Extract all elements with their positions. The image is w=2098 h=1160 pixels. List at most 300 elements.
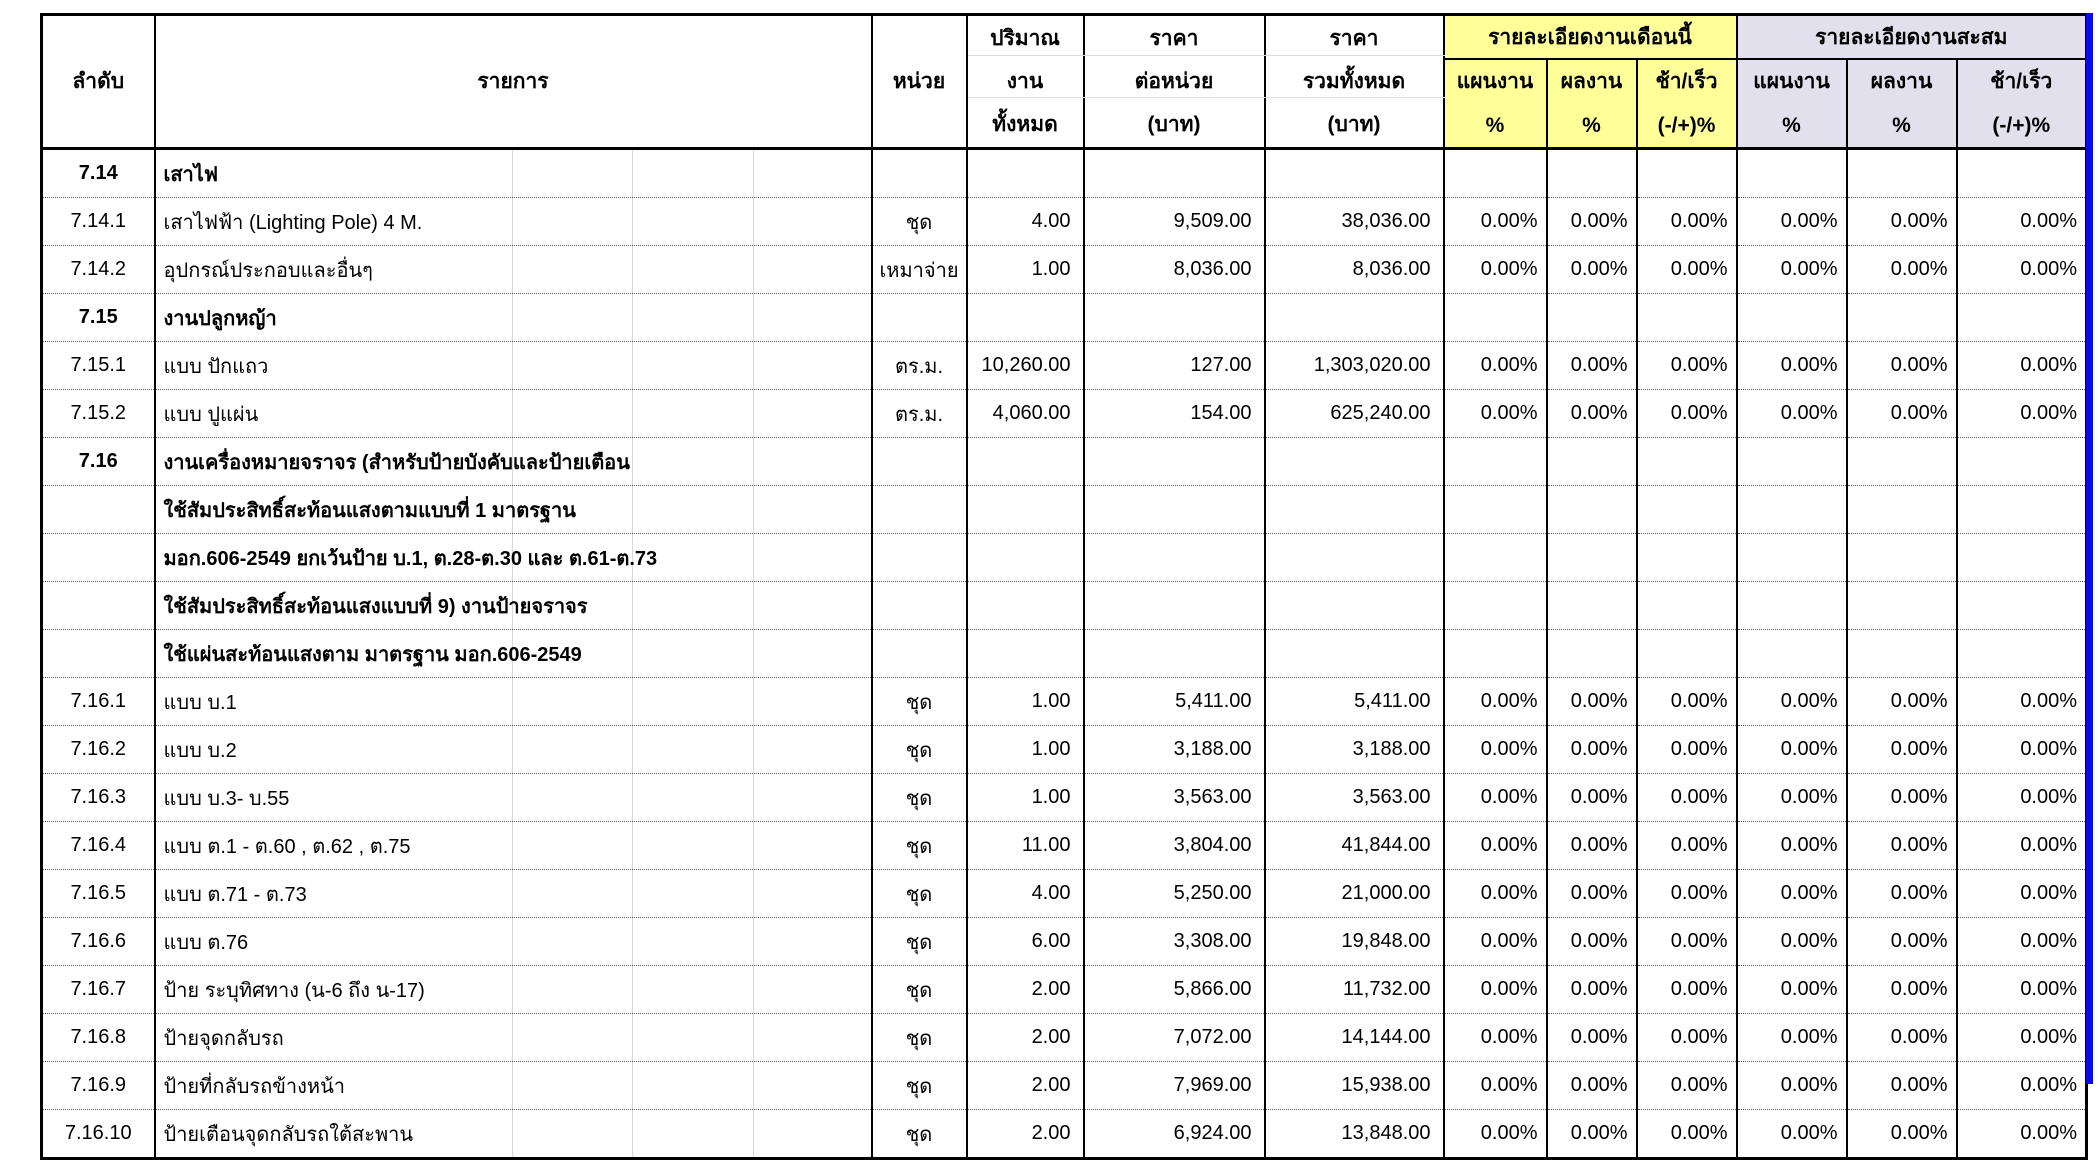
cell-no[interactable]: 7.16.9 bbox=[42, 1062, 155, 1110]
header-line: แผนงาน bbox=[1753, 70, 1830, 93]
cell-cum-diff[interactable] bbox=[1957, 149, 2087, 198]
cell-description[interactable]: ใช้สัมประสิทธิ์สะท้อนแสงแบบที่ 9) งานป้ายจราจร bbox=[155, 582, 872, 630]
cell-unit-price[interactable]: 8,036.00 bbox=[1084, 246, 1265, 294]
cell-description[interactable]: แบบ ปักแถว bbox=[155, 342, 872, 390]
cell-total-price[interactable]: 11,732.00 bbox=[1265, 966, 1444, 1014]
cell-month-diff[interactable] bbox=[1637, 582, 1737, 630]
cell-month-actual[interactable]: 0.00% bbox=[1547, 342, 1637, 390]
table-row bbox=[42, 534, 2087, 582]
cell-total-price[interactable] bbox=[1265, 438, 1444, 486]
cell-no[interactable]: 7.14.2 bbox=[42, 246, 155, 294]
cell-no[interactable]: 7.16 bbox=[42, 438, 155, 486]
table-row bbox=[42, 1014, 2087, 1062]
cell-cum-plan[interactable]: 0.00% bbox=[1737, 1062, 1847, 1110]
cell-month-plan[interactable] bbox=[1444, 149, 1547, 198]
table-row bbox=[42, 438, 2087, 486]
header-line: ต่อหน่วย bbox=[1134, 70, 1214, 93]
cell-no[interactable]: 7.16.1 bbox=[42, 678, 155, 726]
cell-description[interactable]: งานปลูกหญ้า bbox=[155, 294, 872, 342]
cell-unit-price[interactable]: 3,563.00 bbox=[1084, 774, 1265, 822]
cell-total-price[interactable]: 3,563.00 bbox=[1265, 774, 1444, 822]
cell-month-plan[interactable]: 0.00% bbox=[1444, 390, 1547, 438]
cell-month-diff[interactable]: 0.00% bbox=[1637, 1110, 1737, 1159]
cell-no[interactable]: 7.16.6 bbox=[42, 918, 155, 966]
cell-cum-diff[interactable]: 0.00% bbox=[1957, 678, 2087, 726]
cell-month-plan[interactable]: 0.00% bbox=[1444, 246, 1547, 294]
cell-description[interactable]: แบบ ต.1 - ต.60 , ต.62 , ต.75 bbox=[155, 822, 872, 870]
cell-quantity[interactable] bbox=[967, 438, 1084, 486]
cell-cum-actual[interactable]: 0.00% bbox=[1847, 678, 1957, 726]
cell-description[interactable]: ใช้สัมประสิทธิ์สะท้อนแสงตามแบบที่ 1 มาตรฐาน bbox=[155, 486, 872, 534]
cell-no[interactable]: 7.14.1 bbox=[42, 198, 155, 246]
cell-cum-actual[interactable] bbox=[1847, 149, 1957, 198]
cell-unit[interactable]: ตร.ม. bbox=[872, 342, 967, 390]
cell-month-plan[interactable]: 0.00% bbox=[1444, 918, 1547, 966]
cell-description[interactable]: ป้ายที่กลับรถข้างหน้า bbox=[155, 1062, 872, 1110]
header-line: % bbox=[1485, 113, 1505, 137]
cell-unit[interactable]: ชุด bbox=[872, 966, 967, 1014]
cell-unit[interactable]: ชุด bbox=[872, 1062, 967, 1110]
cell-quantity[interactable]: 2.00 bbox=[967, 1110, 1084, 1159]
cell-cum-plan[interactable]: 0.00% bbox=[1737, 870, 1847, 918]
cell-cum-plan[interactable]: 0.00% bbox=[1737, 342, 1847, 390]
cell-month-plan[interactable]: 0.00% bbox=[1444, 870, 1547, 918]
cell-unit-price[interactable]: 5,411.00 bbox=[1084, 678, 1265, 726]
cell-quantity[interactable]: 11.00 bbox=[967, 822, 1084, 870]
cell-quantity[interactable] bbox=[967, 582, 1084, 630]
cell-cum-plan[interactable]: 0.00% bbox=[1737, 198, 1847, 246]
cell-unit[interactable]: ชุด bbox=[872, 822, 967, 870]
cell-cum-plan[interactable] bbox=[1737, 630, 1847, 678]
cell-cum-actual[interactable]: 0.00% bbox=[1847, 342, 1957, 390]
cell-month-diff[interactable]: 0.00% bbox=[1637, 774, 1737, 822]
cell-month-actual[interactable]: 0.00% bbox=[1547, 1062, 1637, 1110]
cell-quantity[interactable] bbox=[967, 149, 1084, 198]
cell-cum-plan[interactable]: 0.00% bbox=[1737, 822, 1847, 870]
header-month-diff bbox=[1637, 59, 1737, 149]
cell-total-price[interactable]: 13,848.00 bbox=[1265, 1110, 1444, 1159]
cell-cum-diff[interactable]: 0.00% bbox=[1957, 918, 2087, 966]
cell-quantity[interactable]: 2.00 bbox=[967, 1062, 1084, 1110]
cell-month-actual[interactable] bbox=[1547, 534, 1637, 582]
cell-no[interactable]: 7.16.2 bbox=[42, 726, 155, 774]
cell-month-actual[interactable] bbox=[1547, 149, 1637, 198]
cell-cum-actual[interactable]: 0.00% bbox=[1847, 822, 1957, 870]
cell-month-plan[interactable] bbox=[1444, 486, 1547, 534]
cell-total-price[interactable]: 19,848.00 bbox=[1265, 918, 1444, 966]
cell-quantity[interactable]: 1.00 bbox=[967, 774, 1084, 822]
header-line: % bbox=[1782, 113, 1801, 137]
cell-unit[interactable] bbox=[872, 534, 967, 582]
cell-cum-diff[interactable]: 0.00% bbox=[1957, 198, 2087, 246]
header-line: % bbox=[1582, 113, 1601, 137]
cell-cum-diff[interactable]: 0.00% bbox=[1957, 726, 2087, 774]
cell-month-actual[interactable]: 0.00% bbox=[1547, 870, 1637, 918]
cell-quantity[interactable]: 2.00 bbox=[967, 1014, 1084, 1062]
cell-unit-price[interactable] bbox=[1084, 582, 1265, 630]
cell-total-price[interactable]: 14,144.00 bbox=[1265, 1014, 1444, 1062]
cell-quantity[interactable] bbox=[967, 294, 1084, 342]
cell-unit[interactable]: เหมาจ่าย bbox=[872, 246, 967, 294]
cell-unit-price[interactable] bbox=[1084, 486, 1265, 534]
cell-cum-actual[interactable] bbox=[1847, 486, 1957, 534]
header-month-plan bbox=[1444, 59, 1547, 149]
cell-month-diff[interactable]: 0.00% bbox=[1637, 1062, 1737, 1110]
cell-unit-price[interactable] bbox=[1084, 630, 1265, 678]
cell-unit[interactable] bbox=[872, 486, 967, 534]
cell-cum-plan[interactable] bbox=[1737, 486, 1847, 534]
cell-cum-diff[interactable] bbox=[1957, 582, 2087, 630]
cell-description[interactable]: แบบ บ.2 bbox=[155, 726, 872, 774]
cell-month-diff[interactable]: 0.00% bbox=[1637, 198, 1737, 246]
cell-month-diff[interactable]: 0.00% bbox=[1637, 726, 1737, 774]
cell-cum-actual[interactable] bbox=[1847, 582, 1957, 630]
table-row bbox=[42, 149, 2087, 198]
table-row bbox=[42, 1110, 2087, 1159]
cell-no[interactable]: 7.16.7 bbox=[42, 966, 155, 1014]
cell-unit-price[interactable]: 5,250.00 bbox=[1084, 870, 1265, 918]
cell-month-diff[interactable] bbox=[1637, 149, 1737, 198]
table-row bbox=[42, 726, 2087, 774]
cell-cum-plan[interactable] bbox=[1737, 149, 1847, 198]
cell-month-diff[interactable]: 0.00% bbox=[1637, 870, 1737, 918]
cell-month-plan[interactable] bbox=[1444, 534, 1547, 582]
cell-cum-plan[interactable] bbox=[1737, 534, 1847, 582]
cell-month-diff[interactable]: 0.00% bbox=[1637, 966, 1737, 1014]
cell-month-plan[interactable]: 0.00% bbox=[1444, 342, 1547, 390]
boq-table bbox=[40, 13, 2088, 1160]
cell-total-price[interactable]: 41,844.00 bbox=[1265, 822, 1444, 870]
table-row bbox=[42, 1062, 2087, 1110]
table-header bbox=[42, 15, 2087, 149]
header-line: ทั้งหมด bbox=[992, 113, 1058, 136]
cell-month-actual[interactable] bbox=[1547, 630, 1637, 678]
cell-unit[interactable] bbox=[872, 149, 967, 198]
cell-cum-diff[interactable] bbox=[1957, 534, 2087, 582]
cell-description[interactable]: แบบ บ.3- บ.55 bbox=[155, 774, 872, 822]
cell-description[interactable]: เสาไฟฟ้า (Lighting Pole) 4 M. bbox=[155, 198, 872, 246]
cell-quantity[interactable]: 4,060.00 bbox=[967, 390, 1084, 438]
cell-total-price[interactable]: 5,411.00 bbox=[1265, 678, 1444, 726]
cell-quantity[interactable]: 1.00 bbox=[967, 246, 1084, 294]
cell-unit[interactable] bbox=[872, 582, 967, 630]
cell-no[interactable] bbox=[42, 630, 155, 678]
table-row bbox=[42, 390, 2087, 438]
cell-description[interactable]: มอก.606-2549 ยกเว้นป้าย บ.1, ต.28-ต.30 และ ต.61-ต.73 bbox=[155, 534, 872, 582]
cell-cum-plan[interactable] bbox=[1737, 582, 1847, 630]
cell-no[interactable] bbox=[42, 534, 155, 582]
table-row bbox=[42, 582, 2087, 630]
cell-cum-diff[interactable] bbox=[1957, 630, 2087, 678]
table-row bbox=[42, 966, 2087, 1014]
table-row bbox=[42, 294, 2087, 342]
cell-month-plan[interactable]: 0.00% bbox=[1444, 726, 1547, 774]
cell-month-diff[interactable]: 0.00% bbox=[1637, 342, 1737, 390]
cell-quantity[interactable]: 10,260.00 bbox=[967, 342, 1084, 390]
cell-cum-actual[interactable] bbox=[1847, 438, 1957, 486]
header-line: (บาท) bbox=[1327, 113, 1381, 136]
cell-cum-diff[interactable]: 0.00% bbox=[1957, 390, 2087, 438]
cell-month-actual[interactable]: 0.00% bbox=[1547, 966, 1637, 1014]
cell-month-plan[interactable]: 0.00% bbox=[1444, 198, 1547, 246]
cell-cum-actual[interactable]: 0.00% bbox=[1847, 774, 1957, 822]
cell-month-actual[interactable]: 0.00% bbox=[1547, 678, 1637, 726]
cell-month-actual[interactable]: 0.00% bbox=[1547, 726, 1637, 774]
cell-month-diff[interactable]: 0.00% bbox=[1637, 1014, 1737, 1062]
cell-unit-price[interactable] bbox=[1084, 438, 1265, 486]
cell-cum-plan[interactable]: 0.00% bbox=[1737, 918, 1847, 966]
cell-no[interactable] bbox=[42, 582, 155, 630]
cell-month-actual[interactable]: 0.00% bbox=[1547, 1110, 1637, 1159]
cell-month-actual[interactable] bbox=[1547, 582, 1637, 630]
header-line: ผลงาน bbox=[1560, 70, 1623, 93]
cell-cum-diff[interactable] bbox=[1957, 438, 2087, 486]
cell-month-plan[interactable] bbox=[1444, 582, 1547, 630]
cell-month-diff[interactable]: 0.00% bbox=[1637, 678, 1737, 726]
cell-month-diff[interactable] bbox=[1637, 294, 1737, 342]
cell-unit-price[interactable]: 6,924.00 bbox=[1084, 1110, 1265, 1159]
cell-cum-actual[interactable]: 0.00% bbox=[1847, 390, 1957, 438]
cell-total-price[interactable] bbox=[1265, 534, 1444, 582]
cell-no[interactable] bbox=[42, 486, 155, 534]
cell-total-price[interactable] bbox=[1265, 486, 1444, 534]
cell-quantity[interactable]: 6.00 bbox=[967, 918, 1084, 966]
header-gridline bbox=[968, 55, 1445, 56]
cell-month-actual[interactable]: 0.00% bbox=[1547, 390, 1637, 438]
cell-no[interactable]: 7.16.8 bbox=[42, 1014, 155, 1062]
cell-no[interactable]: 7.16.5 bbox=[42, 870, 155, 918]
cell-month-plan[interactable]: 0.00% bbox=[1444, 966, 1547, 1014]
cell-total-price[interactable]: 15,938.00 bbox=[1265, 1062, 1444, 1110]
header-line: ช้า/เร็ว bbox=[1655, 70, 1718, 93]
cell-cum-plan[interactable]: 0.00% bbox=[1737, 246, 1847, 294]
table-row bbox=[42, 822, 2087, 870]
cell-cum-plan[interactable]: 0.00% bbox=[1737, 678, 1847, 726]
cell-month-diff[interactable] bbox=[1637, 486, 1737, 534]
cell-unit-price[interactable]: 7,072.00 bbox=[1084, 1014, 1265, 1062]
header-quantity bbox=[967, 15, 1084, 149]
cell-unit[interactable]: ชุด bbox=[872, 678, 967, 726]
cell-month-plan[interactable]: 0.00% bbox=[1444, 774, 1547, 822]
cell-unit-price[interactable]: 3,188.00 bbox=[1084, 726, 1265, 774]
cell-quantity[interactable]: 4.00 bbox=[967, 870, 1084, 918]
cell-quantity[interactable] bbox=[967, 534, 1084, 582]
cell-unit-price[interactable] bbox=[1084, 149, 1265, 198]
cell-month-diff[interactable] bbox=[1637, 534, 1737, 582]
cell-unit-price[interactable] bbox=[1084, 294, 1265, 342]
cell-unit-price[interactable]: 9,509.00 bbox=[1084, 198, 1265, 246]
cell-cum-diff[interactable]: 0.00% bbox=[1957, 774, 2087, 822]
cell-cum-plan[interactable] bbox=[1737, 294, 1847, 342]
cell-quantity[interactable] bbox=[967, 630, 1084, 678]
header-line: รวมทั้งหมด bbox=[1302, 70, 1406, 93]
header-line: ช้า/เร็ว bbox=[1990, 70, 2053, 93]
cell-quantity[interactable]: 4.00 bbox=[967, 198, 1084, 246]
cell-month-plan[interactable]: 0.00% bbox=[1444, 678, 1547, 726]
cell-cum-diff[interactable] bbox=[1957, 294, 2087, 342]
cell-quantity[interactable]: 1.00 bbox=[967, 678, 1084, 726]
cell-total-price[interactable] bbox=[1265, 149, 1444, 198]
cell-no[interactable]: 7.16.4 bbox=[42, 822, 155, 870]
cell-description[interactable]: ป้ายจุดกลับรถ bbox=[155, 1014, 872, 1062]
header-cumulative-diff bbox=[1957, 59, 2087, 149]
header-no: ลำดับ bbox=[42, 15, 155, 149]
cell-cum-actual[interactable] bbox=[1847, 294, 1957, 342]
cell-quantity[interactable]: 2.00 bbox=[967, 966, 1084, 1014]
cell-month-actual[interactable]: 0.00% bbox=[1547, 822, 1637, 870]
cell-unit[interactable]: ชุด bbox=[872, 726, 967, 774]
cell-unit-price[interactable]: 154.00 bbox=[1084, 390, 1265, 438]
cell-unit[interactable]: ชุด bbox=[872, 1014, 967, 1062]
cell-month-plan[interactable]: 0.00% bbox=[1444, 822, 1547, 870]
cell-month-diff[interactable]: 0.00% bbox=[1637, 246, 1737, 294]
cell-description[interactable]: แบบ ต.76 bbox=[155, 918, 872, 966]
header-total-price bbox=[1265, 15, 1444, 149]
table-row bbox=[42, 246, 2087, 294]
cell-cum-diff[interactable]: 0.00% bbox=[1957, 1110, 2087, 1159]
cell-description[interactable]: ป้ายเตือนจุดกลับรถใต้สะพาน bbox=[155, 1110, 872, 1159]
cell-no[interactable]: 7.14 bbox=[42, 149, 155, 198]
cell-month-actual[interactable]: 0.00% bbox=[1547, 198, 1637, 246]
cell-no[interactable]: 7.15.1 bbox=[42, 342, 155, 390]
table-row bbox=[42, 774, 2087, 822]
table-row bbox=[42, 486, 2087, 534]
cell-cum-actual[interactable] bbox=[1847, 534, 1957, 582]
cell-unit-price[interactable]: 7,969.00 bbox=[1084, 1062, 1265, 1110]
header-line: ปริมาณ bbox=[990, 27, 1060, 50]
cell-cum-plan[interactable]: 0.00% bbox=[1737, 1110, 1847, 1159]
cell-cum-diff[interactable]: 0.00% bbox=[1957, 1062, 2087, 1110]
cell-cum-plan[interactable]: 0.00% bbox=[1737, 1014, 1847, 1062]
header-line: ราคา bbox=[1149, 27, 1199, 50]
table-row bbox=[42, 198, 2087, 246]
cell-month-diff[interactable]: 0.00% bbox=[1637, 822, 1737, 870]
cell-description[interactable]: แบบ บ.1 bbox=[155, 678, 872, 726]
cell-cum-actual[interactable]: 0.00% bbox=[1847, 918, 1957, 966]
cell-unit[interactable] bbox=[872, 438, 967, 486]
cell-cum-diff[interactable]: 0.00% bbox=[1957, 870, 2087, 918]
cell-description[interactable]: งานเครื่องหมายจราจร (สำหรับป้ายบังคับและป้ายเตือน bbox=[155, 438, 872, 486]
cell-total-price[interactable]: 8,036.00 bbox=[1265, 246, 1444, 294]
cell-month-plan[interactable]: 0.00% bbox=[1444, 1062, 1547, 1110]
cell-cum-actual[interactable]: 0.00% bbox=[1847, 870, 1957, 918]
cell-month-plan[interactable]: 0.00% bbox=[1444, 1110, 1547, 1159]
cell-cum-plan[interactable]: 0.00% bbox=[1737, 726, 1847, 774]
cell-description[interactable]: อุปกรณ์ประกอบและอื่นๆ bbox=[155, 246, 872, 294]
cell-cum-actual[interactable]: 0.00% bbox=[1847, 726, 1957, 774]
cell-cum-plan[interactable]: 0.00% bbox=[1737, 966, 1847, 1014]
table-row bbox=[42, 870, 2087, 918]
cell-cum-actual[interactable]: 0.00% bbox=[1847, 198, 1957, 246]
cell-no[interactable]: 7.15.2 bbox=[42, 390, 155, 438]
cell-month-diff[interactable]: 0.00% bbox=[1637, 918, 1737, 966]
cell-cum-diff[interactable] bbox=[1957, 486, 2087, 534]
cell-description[interactable]: เสาไฟ bbox=[155, 149, 872, 198]
cell-total-price[interactable] bbox=[1265, 582, 1444, 630]
table-body bbox=[42, 149, 2087, 1159]
cell-month-diff[interactable] bbox=[1637, 438, 1737, 486]
cell-unit[interactable]: ชุด bbox=[872, 918, 967, 966]
cell-total-price[interactable] bbox=[1265, 294, 1444, 342]
cell-no[interactable]: 7.16.10 bbox=[42, 1110, 155, 1159]
cell-month-actual[interactable] bbox=[1547, 486, 1637, 534]
cell-cum-actual[interactable]: 0.00% bbox=[1847, 246, 1957, 294]
cell-description[interactable]: ป้าย ระบุทิศทาง (น-6 ถึง น-17) bbox=[155, 966, 872, 1014]
header-cumulative-actual bbox=[1847, 59, 1957, 149]
header-month-actual bbox=[1547, 59, 1637, 149]
cell-no[interactable]: 7.15 bbox=[42, 294, 155, 342]
cell-month-actual[interactable]: 0.00% bbox=[1547, 774, 1637, 822]
cell-cum-diff[interactable]: 0.00% bbox=[1957, 246, 2087, 294]
cell-unit[interactable] bbox=[872, 630, 967, 678]
cell-month-actual[interactable] bbox=[1547, 294, 1637, 342]
cell-unit-price[interactable]: 3,804.00 bbox=[1084, 822, 1265, 870]
cell-quantity[interactable]: 1.00 bbox=[967, 726, 1084, 774]
cell-month-plan[interactable] bbox=[1444, 294, 1547, 342]
header-unit: หน่วย bbox=[872, 15, 967, 149]
cell-cum-diff[interactable]: 0.00% bbox=[1957, 342, 2087, 390]
cell-total-price[interactable]: 625,240.00 bbox=[1265, 390, 1444, 438]
cell-description[interactable]: ใช้แผ่นสะท้อนแสงตาม มาตรฐาน มอก.606-2549 bbox=[155, 630, 872, 678]
cell-month-actual[interactable] bbox=[1547, 438, 1637, 486]
cell-cum-actual[interactable] bbox=[1847, 630, 1957, 678]
cell-unit[interactable]: ชุด bbox=[872, 774, 967, 822]
cell-month-plan[interactable]: 0.00% bbox=[1444, 1014, 1547, 1062]
cell-cum-diff[interactable]: 0.00% bbox=[1957, 1014, 2087, 1062]
cell-total-price[interactable]: 21,000.00 bbox=[1265, 870, 1444, 918]
header-unit-price bbox=[1084, 15, 1265, 149]
cell-month-actual[interactable]: 0.00% bbox=[1547, 918, 1637, 966]
cell-description[interactable]: แบบ ต.71 - ต.73 bbox=[155, 870, 872, 918]
header-line: ผลงาน bbox=[1870, 70, 1933, 93]
cell-unit-price[interactable]: 5,866.00 bbox=[1084, 966, 1265, 1014]
cell-month-plan[interactable] bbox=[1444, 438, 1547, 486]
cell-unit-price[interactable] bbox=[1084, 534, 1265, 582]
cell-unit[interactable]: ชุด bbox=[872, 198, 967, 246]
cell-month-diff[interactable] bbox=[1637, 630, 1737, 678]
cell-unit-price[interactable]: 3,308.00 bbox=[1084, 918, 1265, 966]
cell-cum-diff[interactable]: 0.00% bbox=[1957, 966, 2087, 1014]
cell-month-diff[interactable]: 0.00% bbox=[1637, 390, 1737, 438]
cell-total-price[interactable]: 3,188.00 bbox=[1265, 726, 1444, 774]
cell-cum-plan[interactable] bbox=[1737, 438, 1847, 486]
cell-cum-actual[interactable]: 0.00% bbox=[1847, 1014, 1957, 1062]
cell-quantity[interactable] bbox=[967, 486, 1084, 534]
cell-unit-price[interactable]: 127.00 bbox=[1084, 342, 1265, 390]
cell-description[interactable]: แบบ ปูแผ่น bbox=[155, 390, 872, 438]
cell-cum-actual[interactable]: 0.00% bbox=[1847, 966, 1957, 1014]
cell-unit[interactable]: ตร.ม. bbox=[872, 390, 967, 438]
cell-total-price[interactable] bbox=[1265, 630, 1444, 678]
cell-cum-plan[interactable]: 0.00% bbox=[1737, 390, 1847, 438]
cell-total-price[interactable]: 38,036.00 bbox=[1265, 198, 1444, 246]
cell-total-price[interactable]: 1,303,020.00 bbox=[1265, 342, 1444, 390]
cell-cum-plan[interactable]: 0.00% bbox=[1737, 774, 1847, 822]
header-gridline bbox=[968, 97, 1445, 98]
cell-month-plan[interactable] bbox=[1444, 630, 1547, 678]
cell-cum-actual[interactable]: 0.00% bbox=[1847, 1110, 1957, 1159]
cell-no[interactable]: 7.16.3 bbox=[42, 774, 155, 822]
header-line: (-/+)% bbox=[1657, 113, 1716, 137]
cell-month-actual[interactable]: 0.00% bbox=[1547, 1014, 1637, 1062]
cell-month-actual[interactable]: 0.00% bbox=[1547, 246, 1637, 294]
cell-cum-actual[interactable]: 0.00% bbox=[1847, 1062, 1957, 1110]
cell-unit[interactable] bbox=[872, 294, 967, 342]
table-row bbox=[42, 678, 2087, 726]
cell-cum-diff[interactable]: 0.00% bbox=[1957, 822, 2087, 870]
cell-unit[interactable]: ชุด bbox=[872, 870, 967, 918]
cell-unit[interactable]: ชุด bbox=[872, 1110, 967, 1159]
